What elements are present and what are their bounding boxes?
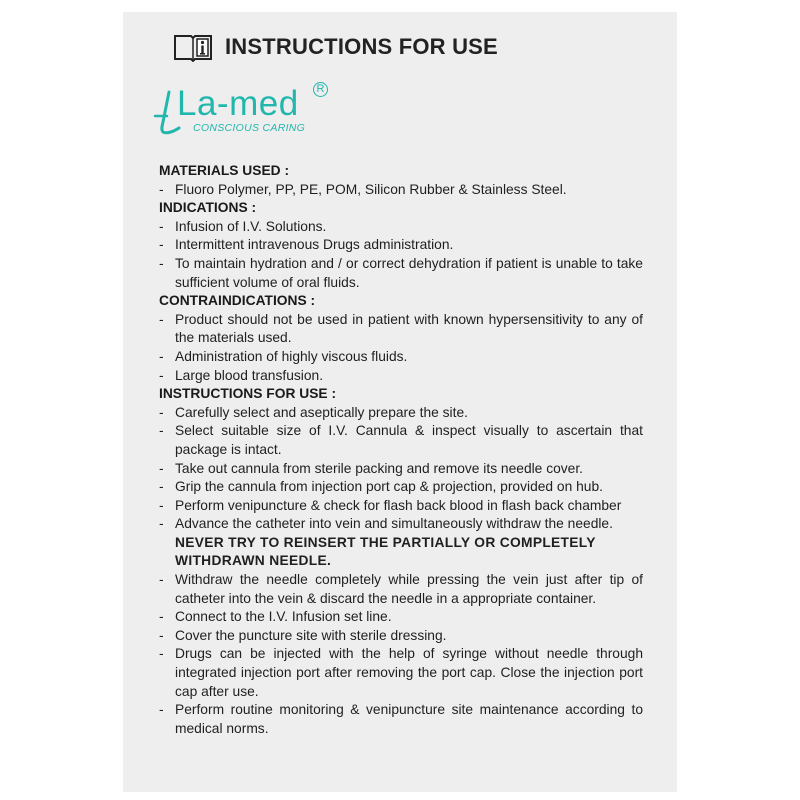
list-item: - Intermittent intravenous Drugs administration. <box>159 236 643 255</box>
bullet-dash: - <box>159 646 164 662</box>
list-item: - Perform routine monitoring & venipuncture site maintenance according to medical norms. <box>159 701 643 738</box>
list-item: - Drugs can be injected with the help of syringe without needle through integrated injection port after removing the port cap. Close the injection port cap after use. <box>159 645 643 701</box>
bullet-dash: - <box>159 572 164 588</box>
instructions-content <box>159 162 643 738</box>
instruction-sheet <box>123 12 677 792</box>
brand-tagline: CONSCIOUS CARING <box>193 122 306 134</box>
list-item: - Grip the cannula from injection port cap & projection, provided on hub. <box>159 478 643 497</box>
brand-logo <box>153 80 343 140</box>
bullet-dash: - <box>159 609 164 625</box>
list-item: - Advance the catheter into vein and simultaneously withdraw the needle. <box>159 515 643 534</box>
list-item: - Withdraw the needle completely while pressing the vein just after tip of catheter into the vein & discard the needle in a appropriate container. <box>159 571 643 608</box>
list-item: - Carefully select and aseptically prepare the site. <box>159 404 643 423</box>
bullet-dash: - <box>159 627 164 643</box>
list-item: - Select suitable size of I.V. Cannula & inspect visually to ascertain that package is intact. <box>159 422 643 459</box>
bullet-dash: - <box>159 348 164 364</box>
list-item: - Administration of highly viscous fluids. <box>159 348 643 367</box>
ifu-header <box>173 32 498 62</box>
ifu-title: INSTRUCTIONS FOR USE <box>225 34 498 59</box>
warning-note: NEVER TRY TO REINSERT THE PARTIALLY OR COMPLETELY WITHDRAWN NEEDLE. <box>175 534 596 569</box>
bullet-dash: - <box>159 367 164 383</box>
bullet-dash: - <box>159 702 164 718</box>
bullet-dash: - <box>159 479 164 495</box>
list-item: - Perform venipuncture & check for flash back blood in flash back chamber <box>159 497 643 516</box>
bullet-dash: - <box>159 218 164 234</box>
info-book-icon <box>173 32 213 62</box>
bullet-dash: - <box>159 181 164 197</box>
bullet-dash: - <box>159 460 164 476</box>
bullet-dash: - <box>159 516 164 532</box>
list-item: - Connect to the I.V. Infusion set line. <box>159 608 643 627</box>
bullet-dash: - <box>159 237 164 253</box>
list-item: - Infusion of I.V. Solutions. <box>159 218 643 237</box>
list-item: - Fluoro Polymer, PP, PE, POM, Silicon Rubber & Stainless Steel. <box>159 181 643 200</box>
list-item: - Product should not be used in patient with known hypersensitivity to any of the materials used. <box>159 311 643 348</box>
bullet-dash: - <box>159 311 164 327</box>
registered-mark: R <box>313 82 328 97</box>
section-heading-indications: INDICATIONS : <box>159 200 257 216</box>
list-item: - To maintain hydration and / or correct dehydration if patient is unable to take sufficient volume of oral fluids. <box>159 255 643 292</box>
bullet-dash: - <box>159 423 164 439</box>
brand-name: La-med <box>177 84 299 123</box>
list-item: - Cover the puncture site with sterile dressing. <box>159 627 643 646</box>
bullet-dash: - <box>159 255 164 271</box>
bullet-dash: - <box>159 497 164 513</box>
section-heading-contraindications: CONTRAINDICATIONS : <box>159 293 316 309</box>
section-heading-materials: MATERIALS USED : <box>159 163 290 178</box>
list-item: - Large blood transfusion. <box>159 367 643 386</box>
bullet-dash: - <box>159 404 164 420</box>
list-item: - Take out cannula from sterile packing and remove its needle cover. <box>159 460 643 479</box>
section-heading-instructions: INSTRUCTIONS FOR USE : <box>159 386 337 402</box>
